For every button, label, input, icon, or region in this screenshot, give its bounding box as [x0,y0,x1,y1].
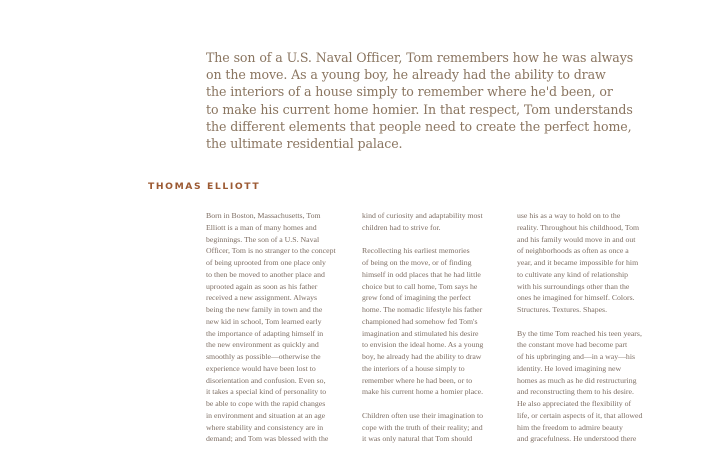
body-line: to cultivate any kind of relationship [517,269,629,279]
body-line: him the freedom to admire beauty [517,422,623,432]
body-line: in environment and situation at an age [206,410,326,420]
body-column-3 [517,210,673,445]
body-line: choice but to call home, Tom says he [362,281,478,291]
body-line: grew fond of imagining the perfect [362,293,471,303]
intro-line: the interiors of a house simply to remember where he'd been, or [206,84,613,100]
body-line: of his upbringing and—in a way—his [517,352,636,361]
body-line: of neighborhoods as often as once a [517,246,629,256]
body-line: children had to strive for. [362,222,441,232]
body-line: to then be moved to another place and [206,269,325,279]
body-line: and gracefulness. He understood there [517,434,637,444]
body-line: it was only natural that Tom should [362,434,473,444]
body-line: kind of curiosity and adaptability most [362,211,483,220]
body-line: identity. He loved imagining new [517,363,622,373]
body-line: himself in odd places that he had little [362,269,481,279]
body-line: the new environment as quickly and [206,340,319,350]
body-line: cope with the truth of their reality; and [362,422,483,432]
body-line: reality. Throughout his childhood, Tom [517,222,640,232]
body-line: disorientation and confusion. Even so, [206,375,326,385]
body-paragraph [517,328,673,446]
body-column-2 [362,210,518,445]
intro-line: the different elements that people need to create the perfect home, [206,118,632,134]
body-line: Elliott is a man of many homes and [206,222,317,232]
body-line: to envision the ideal home. As a young [362,340,484,350]
body-line: uprooted again as soon as his father [206,281,318,291]
body-line: smoothly as possible—otherwise the [206,352,321,361]
body-paragraph [362,210,518,234]
body-line: Born in Boston, Massachusetts, Tom [206,211,321,220]
body-line: Children often use their imagination to [362,410,484,420]
body-line: the constant move had become part [517,340,628,350]
body-paragraph [206,210,362,445]
intro-paragraph [206,49,634,152]
body-paragraph [362,410,518,445]
body-line: By the time Tom reached his teen years, [517,328,642,338]
body-line: and his family would move in and out [517,234,636,244]
body-line: Officer, Tom is no stranger to the concept [206,246,336,256]
body-line: of being on the move, or of finding [362,258,472,267]
intro-line: The son of a U.S. Naval Officer, Tom remembers how he was always [206,50,634,65]
body-line: new kid in school, Tom learned early [206,316,322,326]
intro-line: to make his current home homier. In that respect, Tom understands [206,101,633,117]
body-line: year, and it became impossible for him [517,258,639,267]
body-line: championed had somehow fed Tom's [362,316,478,326]
body-line: with his surroundings other than the [517,281,630,291]
body-line: imagination and stimulated his desire [362,328,479,338]
body-line: home. The nomadic lifestyle his father [362,305,483,314]
body-line: He also appreciated the flexibility of [517,399,632,408]
body-line: being the new family in town and the [206,305,323,314]
body-line: Recollecting his earliest memories [362,246,470,256]
body-line: boy, he already had the ability to draw [362,352,482,361]
body-line: remember where he had been, or to [362,375,473,385]
body-line: be able to cope with the rapid changes [206,399,326,408]
body-line: ones he imagined for himself. Colors. [517,293,635,303]
body-line: it takes a special kind of personality to [206,387,327,397]
body-paragraph [362,245,518,398]
body-line: make his current home a homier place. [362,387,484,397]
body-line: of being uprooted from one place only [206,258,326,267]
intro-line: the ultimate residential palace. [206,136,403,152]
body-line: beginnings. The son of a U.S. Naval [206,234,320,244]
body-line: received a new assignment. Always [206,293,318,303]
body-column-1 [206,210,362,445]
body-paragraph [517,210,673,316]
intro-line: on the move. As a young boy, he already had the ability to draw [206,67,606,83]
body-line: and reconstructing them to his desire. [517,387,634,397]
body-line: Structures. Textures. Shapes. [517,305,608,314]
body-line: homes as much as he did restructuring [517,375,637,385]
body-line: where stability and consistency are in [206,422,324,432]
body-line: life, or certain aspects of it, that allowed [517,410,643,420]
body-line: the importance of adapting himself in [206,328,324,338]
body-line: the interiors of a house simply to [362,363,465,373]
body-line: experience would have been lost to [206,363,316,373]
author-heading: THOMAS ELLIOTT [148,181,261,192]
body-line: demand; and Tom was blessed with the [206,434,329,444]
body-line: use his as a way to hold on to the [517,211,621,220]
